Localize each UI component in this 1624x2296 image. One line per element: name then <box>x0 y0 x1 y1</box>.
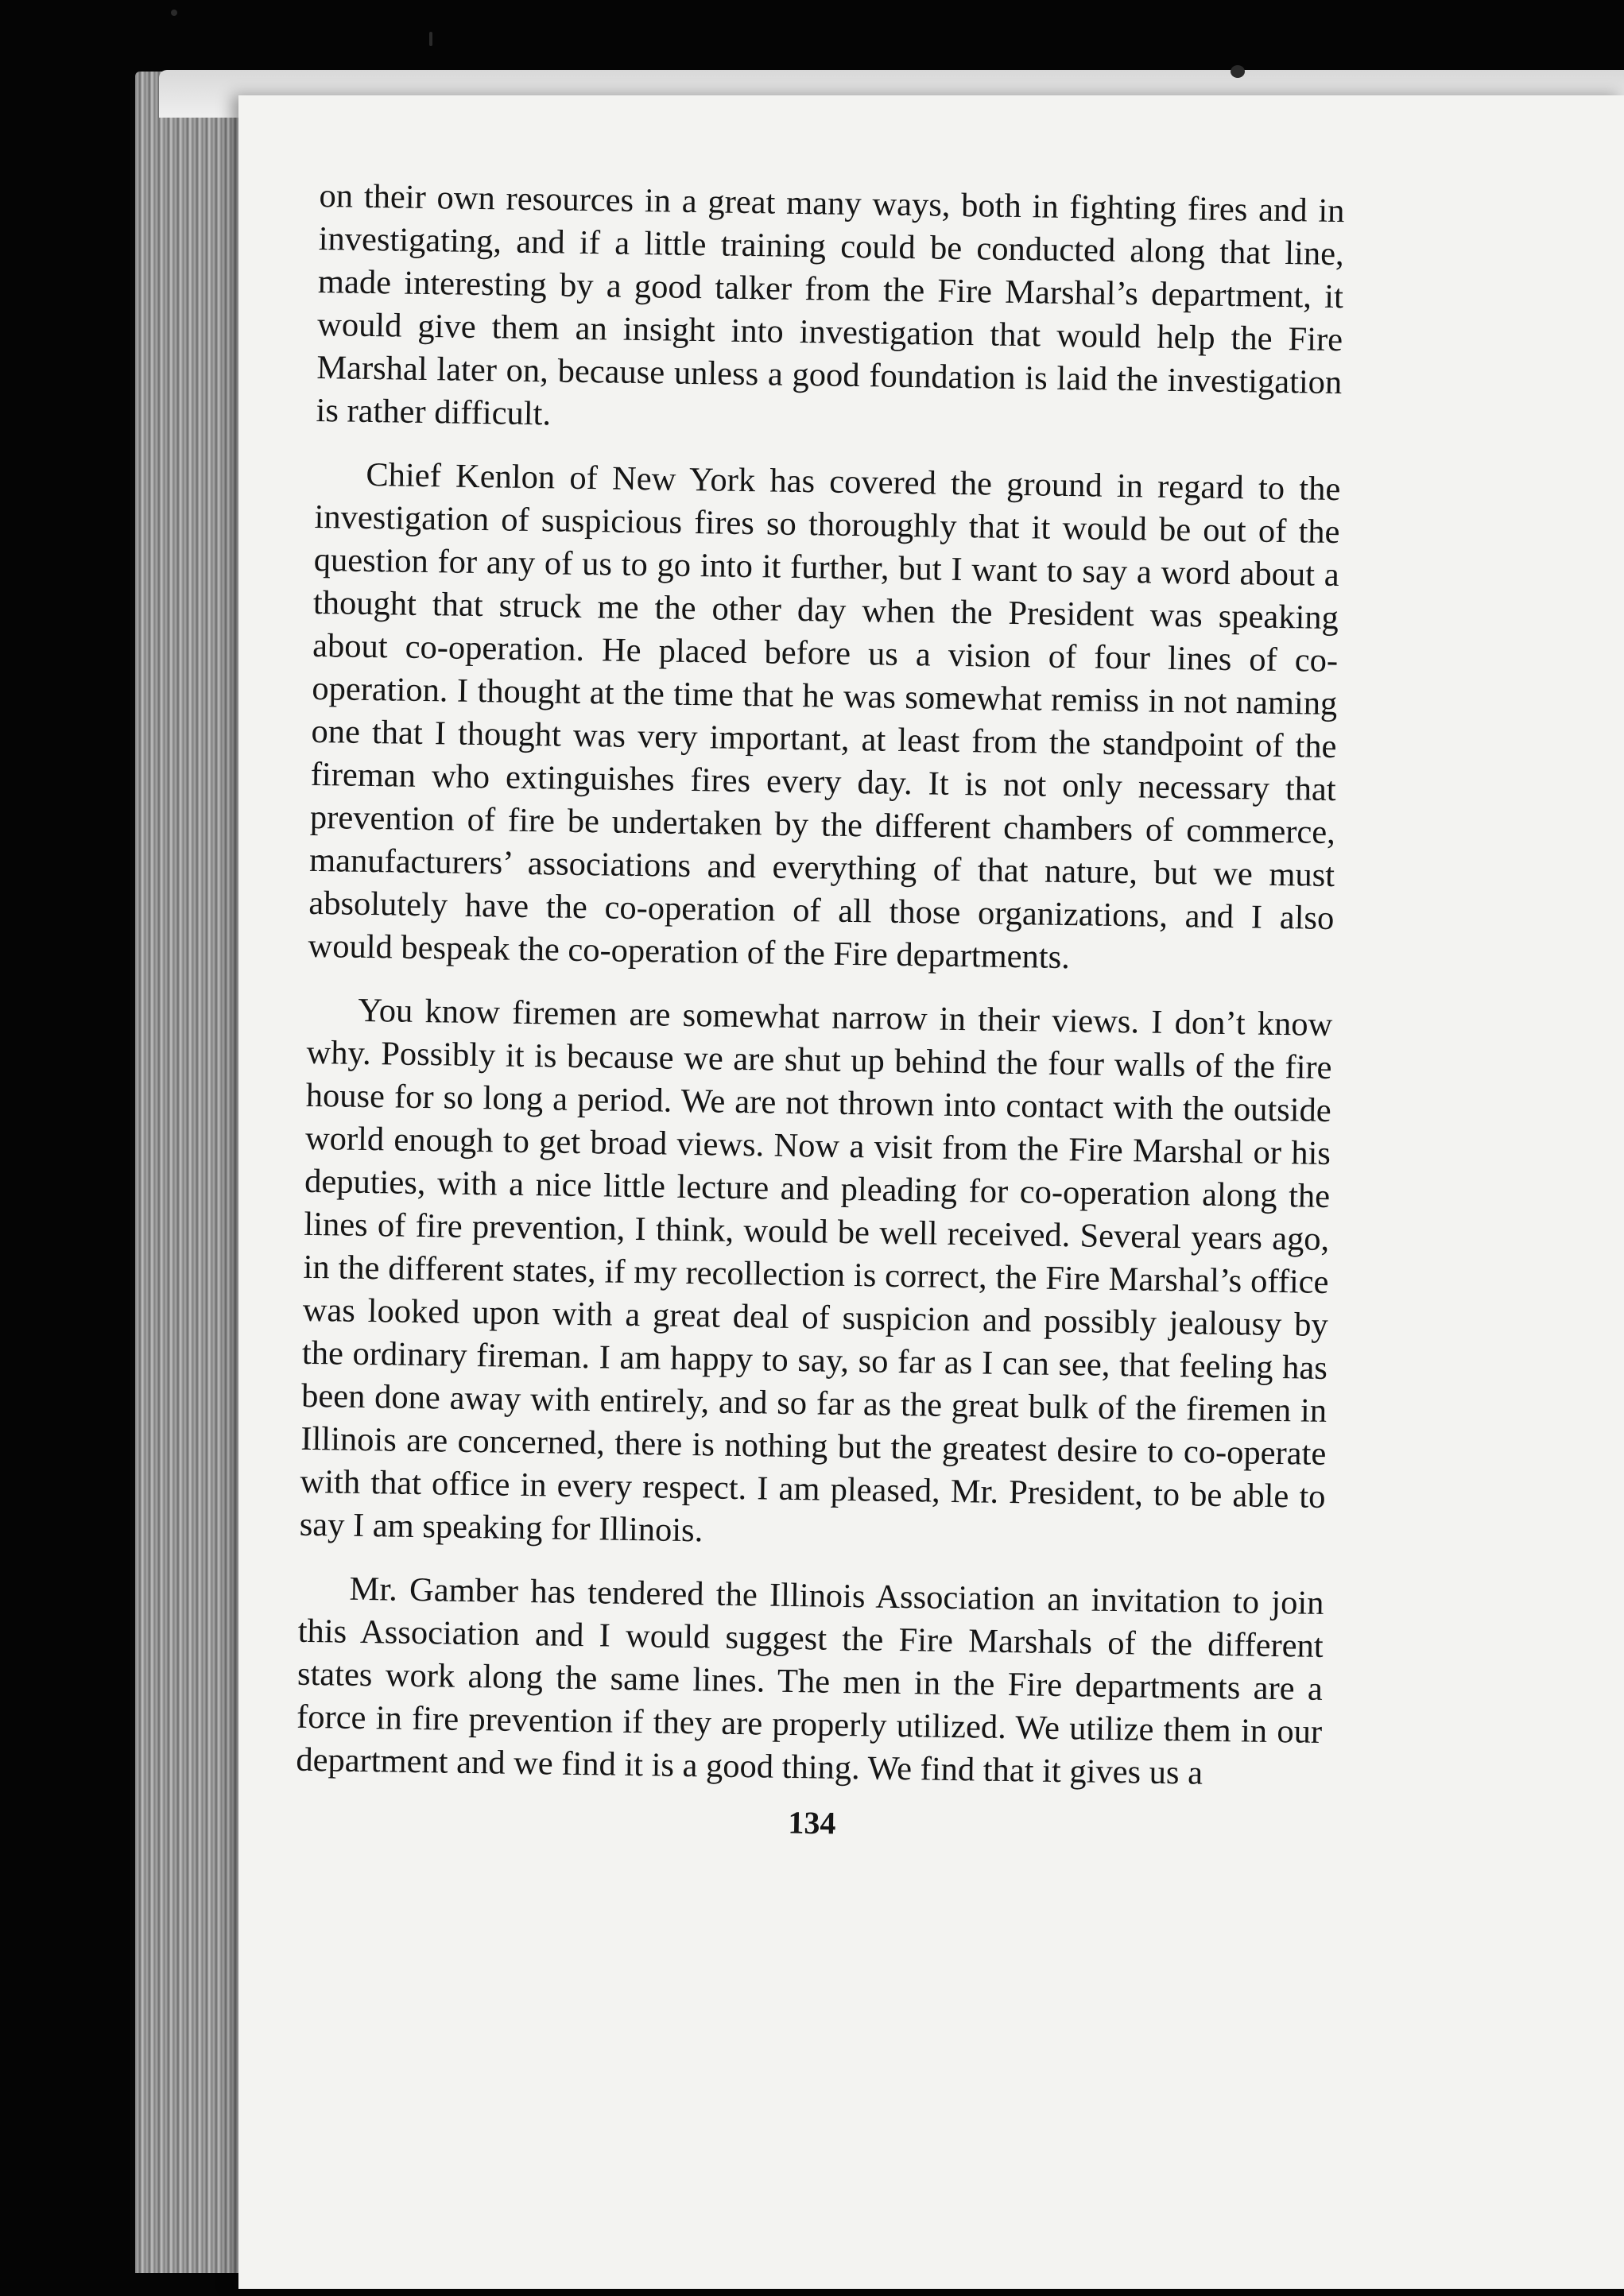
paragraph: You know firemen are somewhat narrow in their views. I don’t know why. Possibly it is because we are shut up behind the four walls of the fire house for so long a period. We are not thrown into contact with the outside world enough to get broad views. Now a visit from the Fire Marshal or his deputies, with a nice little lecture and pleading for co-operation along the lines of fire prevention, I think, would be well received. Several years ago, in the different states, if my recollection is correct, the Fire Marshal’s office was looked upon with a great deal of suspicion and possibly jealousy by the ordinary fireman. I am happy to say, so far as I can see, that feeling has been done away with entirely, and so far as the great bulk of the firemen in Illinois are concerned, there is nothing but the greatest desire to co-operate with that office in every respect. I am pleased, Mr. President, to be able to say I am speaking for Illinois. <box>299 991 1333 1550</box>
body-text <box>296 175 1345 1818</box>
dust-speck <box>1231 65 1245 78</box>
page-number: 134 <box>788 1804 836 1841</box>
paragraph: Mr. Gamber has tendered the Illinois Association an invitation to join this Association and I would suggest the Fire Marshals of the different states work along the same lines. The men in the Fire departments are a force in fire prevention if they are properly utilized. We utilize them in our department and we find it is a good thing. We find that it gives us a <box>296 1570 1324 1792</box>
paragraph: Chief Kenlon of New York has covered the ground in regard to the investigation of suspicious fires so thoroughly that it would be out of the question for any of us to go into it further, but I want to say a word about a thought that struck me the other day when the President was speaking about co-operation. He placed before us a vision of four lines of co-operation. I thought at the time that he was somewhat remiss in not naming one that I thought was very important, at least from the standpoint of the fireman who extinguishes fires every day. It is not only necessary that prevention of fire be undertaken by the different chambers of commerce, manufacturers’ associations and everything of that nature, but we must absolutely have the co-operation of all those organizations, and I also would bespeak the co-operation of the Fire departments. <box>308 455 1341 977</box>
dust-speck <box>429 32 432 46</box>
paragraph: on their own resources in a great many ways, both in fighting fires and in investigating, and if a little training could be conducted along that line, made interesting by a good talker from the Fire Marshal’s department, it would give them an insight into investigation that would help the Fire Marshal later on, because unless a good foundation is laid the investigation is rather difficult. <box>316 176 1345 433</box>
dust-speck <box>171 10 177 16</box>
